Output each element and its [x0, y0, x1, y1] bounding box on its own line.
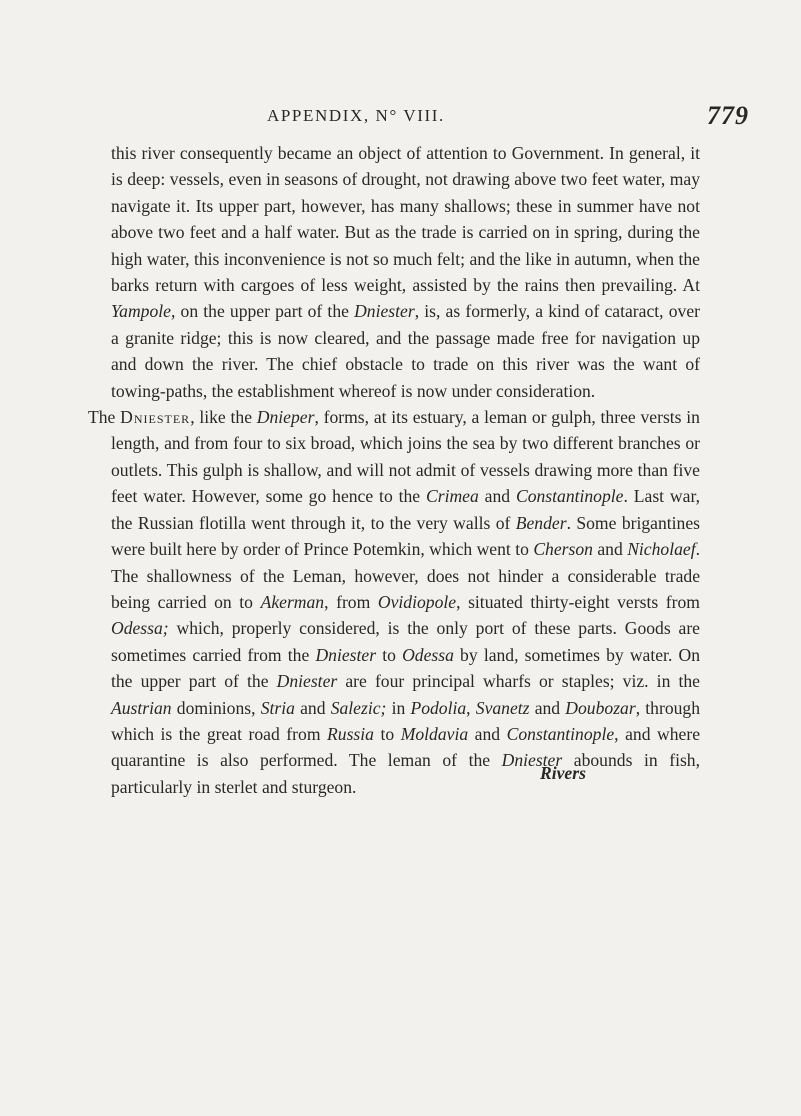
place-name: Dniester [354, 301, 415, 322]
place-name: Constantinople [506, 723, 615, 744]
text-run: dominions, [171, 697, 261, 718]
text-run: , is, as formerly, a kind of cataract, over a granite ridge; this is now cleared, and the passage made free for navigation up and down the river. The chief obstacle to trade on this river was the want of towing-paths, the establishment whereof is now under consideration. [111, 301, 700, 401]
text-run: , [466, 697, 476, 718]
place-name: Odessa [402, 644, 454, 665]
text-run: and [478, 486, 516, 507]
paragraph-1 [111, 140, 700, 404]
place-name: Dnieper [256, 407, 315, 428]
text-run: . The shallowness of the Leman, however, does not hinder a considerable trade being carried on to [111, 539, 701, 612]
text-run: . Last war, the Russian flotilla went through it, to the very walls of [111, 486, 700, 533]
text-run: , like the [190, 407, 257, 428]
running-head: APPENDIX, N° VIII. [267, 106, 445, 125]
place-name: Ovidiopole [377, 591, 457, 612]
text-run: , on the upper part of the [170, 301, 355, 322]
place-name: Svanetz [475, 697, 530, 718]
catchword: Rivers [540, 763, 586, 783]
body-text [88, 140, 701, 800]
text-run: , through which is the great road from [111, 697, 701, 744]
text-run: abounds in fish, particularly in sterlet and sturgeon. [111, 750, 701, 797]
text-run: , and where quarantine is also performed. The leman of the [111, 723, 700, 771]
page-number: 779 [707, 101, 749, 130]
place-name: Dniester [315, 644, 377, 665]
text-run: , situated thirty-eight versts from [456, 591, 700, 612]
text-run: , from [324, 591, 378, 612]
text-run: to [373, 723, 401, 744]
place-name: Bender [515, 512, 567, 533]
text-run: in [386, 697, 411, 718]
place-name: Akerman [260, 591, 325, 612]
place-name: Cherson [533, 539, 593, 560]
text-run: this river consequently became an object of attention to Government. In general, it is deep: vessels, even in seasons of drought, not drawing above two feet water, may navigate it. Its upper part, however, has many shallows; these in summer have not above two feet and a half water. But as the trade is carried on in spring, during the high water, this inconvenience is not so much felt; and the like in autumn, when the barks return with cargoes of less weight, assisted by the rains then prevailing. At [111, 143, 700, 296]
place-name: Yampole [111, 301, 171, 322]
place-name: Odessa; [111, 618, 169, 639]
text-run: by land, sometimes by water. On the upper part of the [111, 644, 701, 692]
text-run: , forms, at its estuary, a leman or gulph, three versts in length, and from four to six broad, which joins the sea by two different branches or outlets. This gulph is shallow, and will not admit of vessels drawing more than five feet water. However, some go hence to the [111, 407, 700, 507]
place-name: Stria [260, 697, 295, 718]
place-name: Salezic; [330, 697, 387, 718]
place-name: Moldavia [400, 723, 469, 744]
text-run: The [88, 407, 121, 428]
paragraph-2 [88, 404, 701, 800]
text-run: . Some brigantines were built here by order of Prince Potemkin, which went to [111, 512, 700, 560]
place-name: Constantinople [515, 486, 624, 507]
text-run: which, properly considered, is the only port of these parts. Goods are sometimes carried from the [111, 618, 700, 665]
text-run: and [294, 697, 331, 718]
text-run: and [592, 539, 628, 560]
place-name: Podolia [410, 697, 467, 718]
place-name: Dniester [501, 750, 563, 771]
place-name: Dniester [276, 671, 338, 692]
place-name: Crimea [426, 486, 479, 507]
place-name: Austrian [111, 697, 172, 718]
text-run: and [468, 723, 507, 744]
text-run: are four principal wharfs or staples; viz. in the [337, 671, 700, 692]
place-name: Russia [327, 723, 374, 744]
place-name: Nicholaef [627, 539, 696, 560]
place-name: Doubozar [565, 697, 636, 718]
text-run: to [376, 644, 403, 665]
text-run: and [529, 697, 566, 718]
river-name: Dniester [120, 407, 191, 428]
